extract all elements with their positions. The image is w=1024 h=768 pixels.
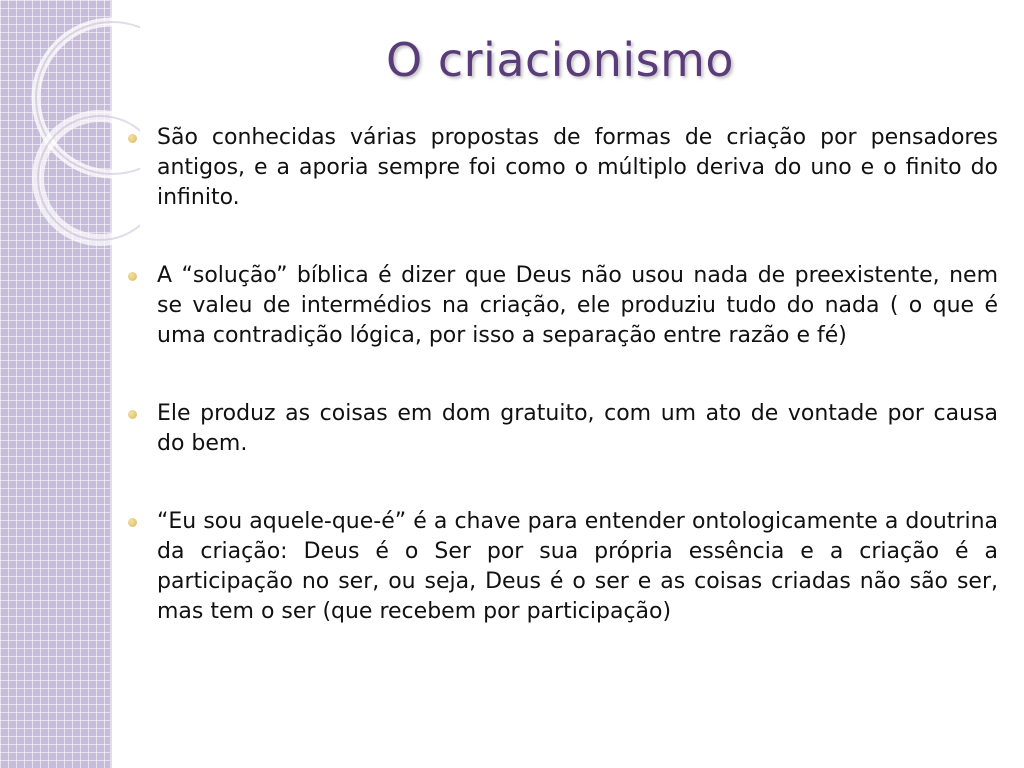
slide-title: O criacionismo bbox=[386, 33, 735, 87]
bullet-icon bbox=[128, 134, 137, 143]
bullet-text: Ele produz as coisas em dom gratuito, com um ato de vontade por causa do bem. bbox=[157, 401, 998, 456]
bullet-text: São conhecidas várias propostas de formas de criação por pensadores antigos, e a aporia sempre foi como o múltiplo deriva do uno e o finito do infinito. bbox=[157, 125, 998, 210]
bullet-text: “Eu sou aquele-que-é” é a chave para entender ontologicamente a doutrina da criação: Deus é o Ser por sua própria essência e a criação é a participação no ser, ou seja, Deus é o ser e as coisas criadas não são ser, mas tem o ser (que recebem por participação) bbox=[157, 509, 998, 624]
bullet-list bbox=[128, 123, 998, 627]
bullet-icon bbox=[128, 518, 137, 527]
bullet-text: A “solução” bíblica é dizer que Deus não usou nada de preexistente, nem se valeu de intermédios na criação, ele produziu tudo do nada ( o que é uma contradição lógica, por isso a separação entre razão e fé) bbox=[157, 263, 998, 348]
bullet-item bbox=[128, 399, 998, 459]
bullet-item bbox=[128, 261, 998, 351]
bullet-icon bbox=[128, 410, 137, 419]
bullet-item bbox=[128, 123, 998, 213]
bullet-item bbox=[128, 507, 998, 627]
decorative-rings bbox=[0, 0, 140, 300]
bullet-icon bbox=[128, 272, 137, 281]
